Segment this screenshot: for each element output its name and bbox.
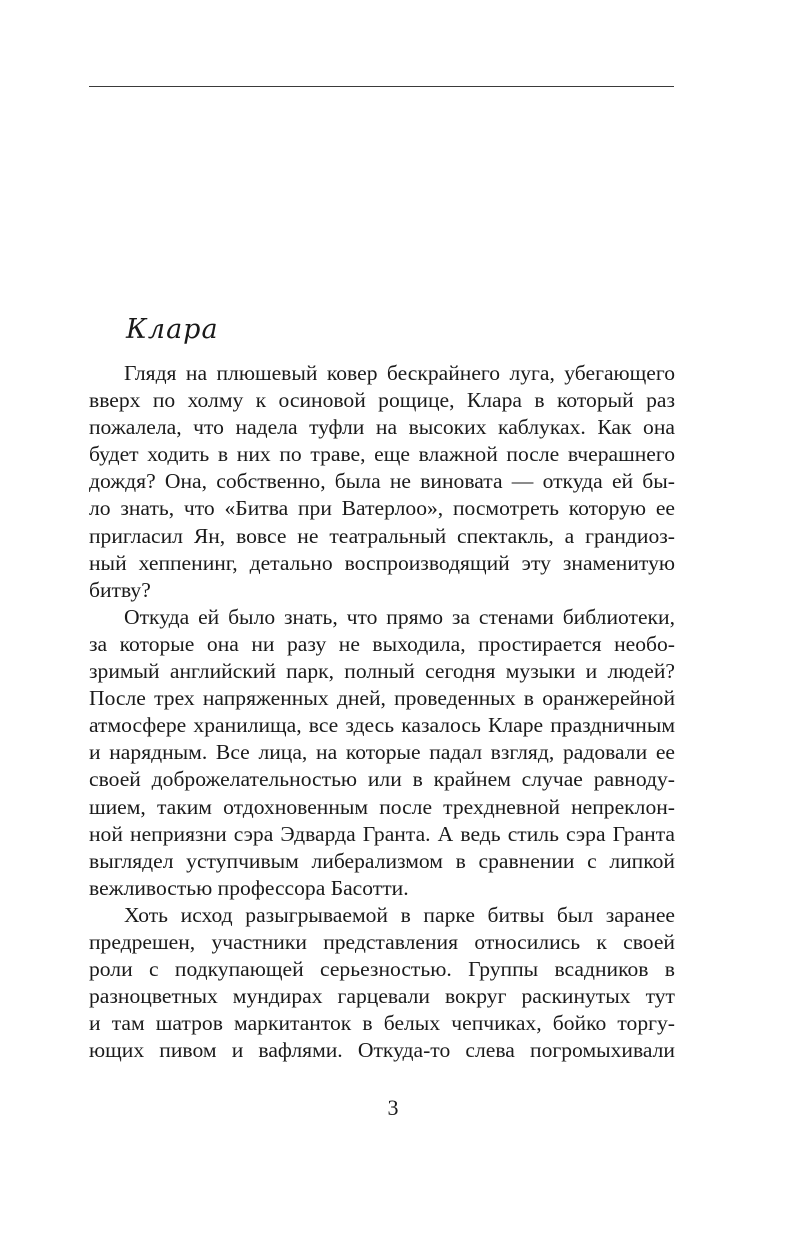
text-line: и нарядным. Все лица, на которые падал взгляд, радовали ее bbox=[89, 740, 675, 765]
text-line: шием, таким отдохновенным после трехдневной непреклон- bbox=[89, 794, 675, 819]
text-line: атмосфере хранилища, все здесь казалось Кларе праздничным bbox=[89, 713, 675, 738]
text-line: Откуда ей было знать, что прямо за стенами библиотеки, bbox=[124, 604, 675, 629]
text-line: будет ходить в них по траве, еще влажной после вчерашнего bbox=[89, 442, 675, 467]
text-line: вверх по холму к осиновой рощице, Клара в который раз bbox=[89, 388, 675, 413]
text-line: пригласил Ян, вовсе не театральный спектакль, а грандиоз- bbox=[89, 523, 675, 548]
text-line: разноцветных мундирах гарцевали вокруг раскинутых тут bbox=[89, 984, 675, 1009]
text-line: выглядел уступчивым либерализмом в сравнении с липкой bbox=[89, 848, 675, 873]
text-line: зримый английский парк, полный сегодня музыки и людей? bbox=[89, 659, 675, 684]
text-line: битву? bbox=[89, 577, 151, 602]
text-line: После трех напряженных дней, проведенных в оранжерейной bbox=[89, 686, 675, 711]
header-rule bbox=[89, 86, 674, 87]
text-line: и там шатров маркитанток в белых чепчиках, бойко торгу- bbox=[89, 1011, 675, 1036]
text-line: ной неприязни сэра Эдварда Гранта. А ведь стиль сэра Гранта bbox=[89, 821, 675, 846]
text-line: ный хеппенинг, детально воспроизводящий эту знаменитую bbox=[89, 550, 675, 575]
text-line: Глядя на плюшевый ковер бескрайнего луга, убегающего bbox=[124, 361, 675, 385]
body-text bbox=[89, 360, 675, 1064]
text-line: предрешен, участники представления относились к своей bbox=[89, 929, 675, 954]
text-line: роли с подкупающей серьезностью. Группы всадников в bbox=[89, 957, 675, 982]
text-line: ющих пивом и вафлями. Откуда-то слева погромыхивали bbox=[89, 1038, 675, 1063]
text-line: за которые она ни разу не выходила, простирается необо- bbox=[89, 631, 675, 656]
text-line: своей доброжелательностью или в крайнем случае равноду- bbox=[89, 767, 675, 792]
paragraph bbox=[89, 604, 675, 902]
text-line: дождя? Она, собственно, была не виновата — откуда ей бы- bbox=[89, 469, 675, 494]
page-number: 3 bbox=[387, 1095, 399, 1120]
text-line: Хоть исход разыгрываемой в парке битвы был заранее bbox=[124, 902, 675, 927]
chapter-title: Клара bbox=[126, 314, 219, 345]
paragraph bbox=[89, 360, 675, 604]
text-line: пожалела, что надела туфли на высоких каблуках. Как она bbox=[89, 415, 675, 440]
text-line: вежливостью профессора Басотти. bbox=[89, 875, 409, 900]
text-line: ло знать, что «Битва при Ватерлоо», посмотреть которую ее bbox=[89, 496, 675, 521]
paragraph bbox=[89, 902, 675, 1065]
